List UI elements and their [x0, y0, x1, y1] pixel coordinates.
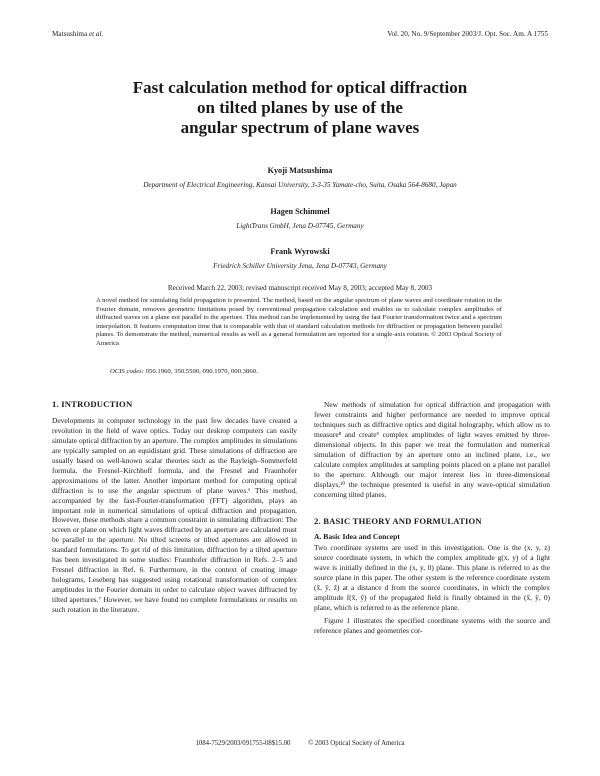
title-line: angular spectrum of plane waves	[180, 118, 420, 137]
author-name: Hagen Schimmel	[270, 207, 330, 216]
subsection-heading: A. Basic Idea and Concept	[314, 532, 400, 542]
right-column	[314, 400, 550, 636]
article-title	[60, 78, 540, 138]
abstract: A novel method for simulating field propagation is presented. The method, based on the angular spectrum of plane waves and coordinate rotation in the Fourier domain, removes geometric limitations posed by conventional propagation calculation and enables us to calculate complex amplitudes of diffracted waves on a plane not parallel to the aperture. This method can be implemented by using the fast Fourier transformation twice and a spectrum interpolation. It features computation time that is comparable with that of standard calculation methods for diffraction or propagation between parallel planes. To demonstrate the method, numerical results as well as a general formulation are reported for a single-axis rotation. © 2003 Optical Society of America	[96, 297, 502, 347]
author-affiliation: Department of Electrical Engineering, Kansai University, 3-3-35 Yamate-cho, Suita, Osaka 564-8680, Japan	[143, 181, 457, 189]
author-affiliation: Friedrich Schiller University Jena, Jena D-07743, Germany	[213, 262, 387, 270]
section-heading: 1. INTRODUCTION	[52, 399, 133, 409]
running-head-journal: Vol. 20, No. 9/September 2003/J. Opt. Soc. Am. A 1755	[387, 30, 548, 38]
author-affiliation: LightTrans GmbH, Jena D-07745, Germany	[236, 222, 364, 230]
spacer	[314, 500, 550, 517]
author-name: Frank Wyrowski	[270, 247, 330, 256]
running-head-authors: Matsushima et al.	[52, 30, 104, 38]
footer-issn: 1084-7529/2003/091755-08$15.00	[195, 740, 291, 747]
paragraph: Two coordinate systems are used in this investigation. One is the (x, y, z) source coordinate system, in which the complex amplitude g(x, y) of a light wave is initially defined in the (x, y, 0) plane. This plane is referred to as the source plane in this paper. The other system is the reference coordinate system (x̂, ŷ, ẑ) at a distance d from the source coordinates, in which the complex amplitude f(x̂, ŷ) of the propagated field is finally obtained in the (x̂, ŷ, 0) plane, which is referred to as the reference plane.	[314, 543, 550, 613]
ocis-label: OCIS codes:	[110, 368, 144, 375]
footer-copyright: © 2003 Optical Society of America	[308, 740, 405, 747]
left-column	[52, 400, 297, 615]
title-line: on tilted planes by use of the	[197, 98, 403, 117]
ocis-values: 050.1960, 350.5500, 090.1970, 000.3860.	[145, 368, 258, 375]
title-line: Fast calculation method for optical diffraction	[132, 78, 468, 97]
author-name: Kyoji Matsushima	[267, 166, 333, 175]
paragraph: Developments in computer technology in the past few decades have created a revolution in the field of wave optics. Today our desktop computers can easily simulate optical diffraction by an aperture. The complex amplitudes in simulations are typically sampled on an equidistant grid. These simulations of diffraction are usually based on well-known scalar theories such as the Rayleigh–Sommerfeld formula, the Fresnel–Kirchhoff formula, and the Fresnel and Fraunhofer approximations of the latter. Another important method for computing optical diffraction is to use the angular spectrum of plane waves.¹ This method, accompanied by the fast-Fourier-transformation (FFT) algorithm, plays an important role in numerical simulations of optical diffraction and propagation. However, these methods share a common constraint in simulating diffraction: The screen or plane on which light waves diffracted by an aperture are calculated must be parallel to the aperture. No tilted screens or tilted apertures are allowed in standard formulations. To get rid of this limitation, diffraction by a tilted aperture has been investigated in some studies: Fraunhofer diffraction in Refs. 2–5 and Fresnel diffraction in Ref. 6. Furthermore, in the context of creating image holograms, Leseberg has suggested using rotational transformation of complex amplitudes in the Fourier domain in order to calculate object waves diffracted by tilted apertures.⁷ However, we have found no complete formulations or results on such rotation in the literature.	[52, 415, 297, 615]
paragraph: New methods of simulation for optical diffraction and propagation with fewer constraints and higher performance are needed to improve optical techniques such as diffractive optics and digital holography, which allow us to measure⁸ and create⁹ complex amplitudes of light waves emitted by three-dimensional objects. In this paper we treat the formulation and numerical simulation of diffraction by an aperture onto an inclined plane, i.e., we calculate complex amplitudes at sampling points placed on a plane not parallel to the aperture. Although our major interest lies in three-dimensional displays,¹⁰ the technique presented is useful in any wave-optical simulation concerning tilted planes.	[314, 400, 550, 499]
page-footer	[0, 740, 600, 747]
received-dates: Received March 22, 2003; revised manuscript received May 8, 2003; accepted May 8, 2003	[167, 284, 433, 292]
section-heading: 2. BASIC THEORY AND FORMULATION	[314, 515, 482, 526]
ocis-codes	[110, 368, 500, 375]
running-head	[52, 30, 548, 38]
paragraph: Figure 1 illustrates the specified coordinate systems with the source and reference planes and geometries cor-	[314, 616, 550, 636]
